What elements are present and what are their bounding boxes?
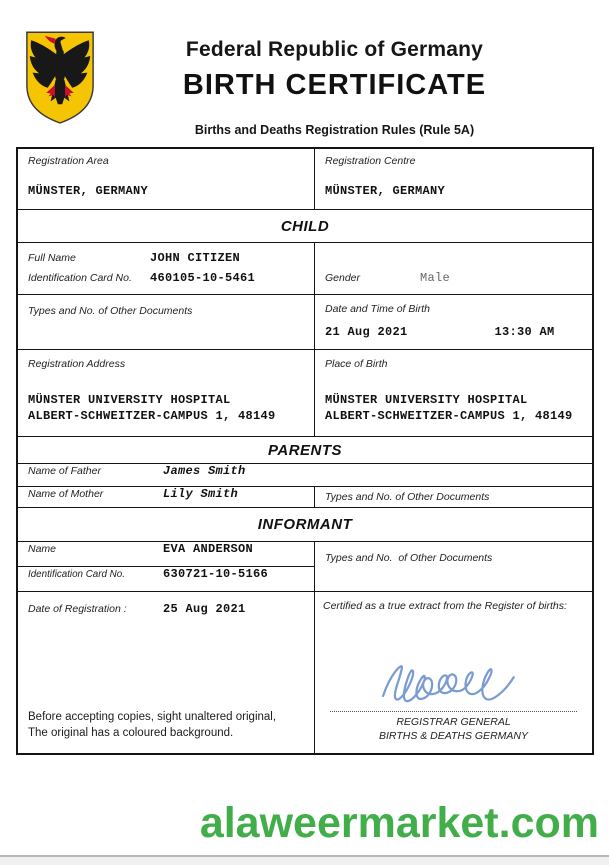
- date-of-registration-cell: [18, 592, 314, 753]
- parents-section-header: [18, 437, 592, 464]
- mother-value: Lily Smith: [163, 487, 239, 501]
- child-name-cell: [18, 243, 314, 294]
- child-other-docs-label: Types and No. of Other Documents: [28, 305, 193, 317]
- parents-other-docs-cell: [314, 487, 592, 507]
- notice-line1: Before accepting copies, sight unaltered original,: [28, 711, 277, 723]
- parents-section-title: PARENTS: [267, 441, 343, 459]
- document-title: BIRTH CERTIFICATE: [182, 69, 487, 101]
- father-cell: [18, 464, 592, 486]
- child-id-card-label: Identification Card No.: [28, 272, 132, 284]
- bottom-scroll-strip: [0, 855, 609, 865]
- registration-address-line1: MÜNSTER UNIVERSITY HOSPITAL: [28, 393, 231, 407]
- gender-cell: [314, 243, 592, 294]
- place-of-birth-line2: ALBERT-SCHWEITZER-CAMPUS 1, 48149: [325, 409, 573, 423]
- gender-label: Gender: [325, 272, 361, 284]
- informant-id-card-value: 630721-10-5166: [163, 566, 269, 581]
- full-name-value: JOHN CITIZEN: [150, 251, 241, 265]
- place-of-birth-cell: [314, 350, 592, 436]
- birth-datetime-cell: [314, 295, 592, 349]
- registration-centre-label: Registration Centre: [325, 155, 416, 167]
- document-header: [82, 38, 587, 137]
- child-other-docs-cell: [18, 295, 314, 349]
- informant-other-docs-label: Types and No. of Other Documents: [325, 552, 493, 564]
- informant-id-card-label: Identification Card No.: [28, 568, 125, 580]
- registration-area-cell: [18, 149, 314, 209]
- parents-other-docs-label: Types and No. of Other Documents: [325, 491, 490, 503]
- father-row: [18, 464, 592, 487]
- informant-name-label: Name: [28, 543, 57, 555]
- document-subtitle: Births and Deaths Registration Rules (Rule 5A): [194, 123, 475, 137]
- registrar-general-label: REGISTRAR GENERAL: [396, 716, 511, 728]
- registration-area-label: Registration Area: [28, 155, 109, 167]
- notice-line2: The original has a coloured background.: [28, 726, 234, 739]
- father-value: James Smith: [163, 464, 246, 478]
- certified-label: Certified as a true extract from the Register of births:: [323, 600, 567, 612]
- registrar-signature-icon: [364, 653, 544, 709]
- child-section-title: CHILD: [280, 217, 330, 235]
- address-row: [18, 350, 592, 437]
- child-identity-row: [18, 243, 592, 295]
- registration-address-label: Registration Address: [28, 358, 126, 370]
- registration-address-line2: ALBERT-SCHWEITZER-CAMPUS 1, 48149: [28, 409, 276, 423]
- informant-section-title: INFORMANT: [257, 516, 353, 533]
- full-name-label: Full Name: [28, 252, 76, 264]
- registration-area-value: MÜNSTER, GERMANY: [28, 184, 149, 198]
- mother-cell: [18, 487, 314, 507]
- certificate-table: [16, 147, 594, 755]
- country-title: Federal Republic of Germany: [185, 38, 484, 61]
- site-watermark: alaweermarket.com: [199, 799, 599, 847]
- registration-row: [18, 149, 592, 210]
- father-label: Name of Father: [28, 465, 101, 477]
- birth-time-value: 13:30 AM: [494, 325, 555, 339]
- informant-other-docs-cell: [314, 542, 592, 591]
- certification-row: [18, 592, 592, 753]
- births-deaths-germany-label: BIRTHS & DEATHS GERMANY: [379, 730, 528, 742]
- informant-name-value: EVA ANDERSON: [163, 542, 254, 556]
- birth-date-value: 21 Aug 2021: [325, 325, 408, 339]
- informant-name-id-cell: [18, 542, 314, 591]
- registration-centre-cell: [314, 149, 592, 209]
- gender-value: Male: [420, 271, 451, 285]
- child-id-card-value: 460105-10-5461: [150, 271, 256, 285]
- child-section-header: [18, 210, 592, 243]
- informant-identity-row: [18, 542, 592, 592]
- birth-datetime-row: [18, 295, 592, 350]
- informant-section-header: [18, 508, 592, 542]
- date-of-registration-label: Date of Registration :: [28, 603, 127, 615]
- birth-datetime-label: Date and Time of Birth: [325, 303, 430, 315]
- mother-row: [18, 487, 592, 508]
- registration-centre-value: MÜNSTER, GERMANY: [325, 184, 446, 198]
- date-of-registration-value: 25 Aug 2021: [163, 602, 246, 616]
- place-of-birth-label: Place of Birth: [325, 358, 388, 370]
- place-of-birth-line1: MÜNSTER UNIVERSITY HOSPITAL: [325, 393, 528, 407]
- registration-address-cell: [18, 350, 314, 436]
- certification-cell: [314, 592, 592, 753]
- signature-line: [330, 711, 577, 712]
- mother-label: Name of Mother: [28, 488, 104, 500]
